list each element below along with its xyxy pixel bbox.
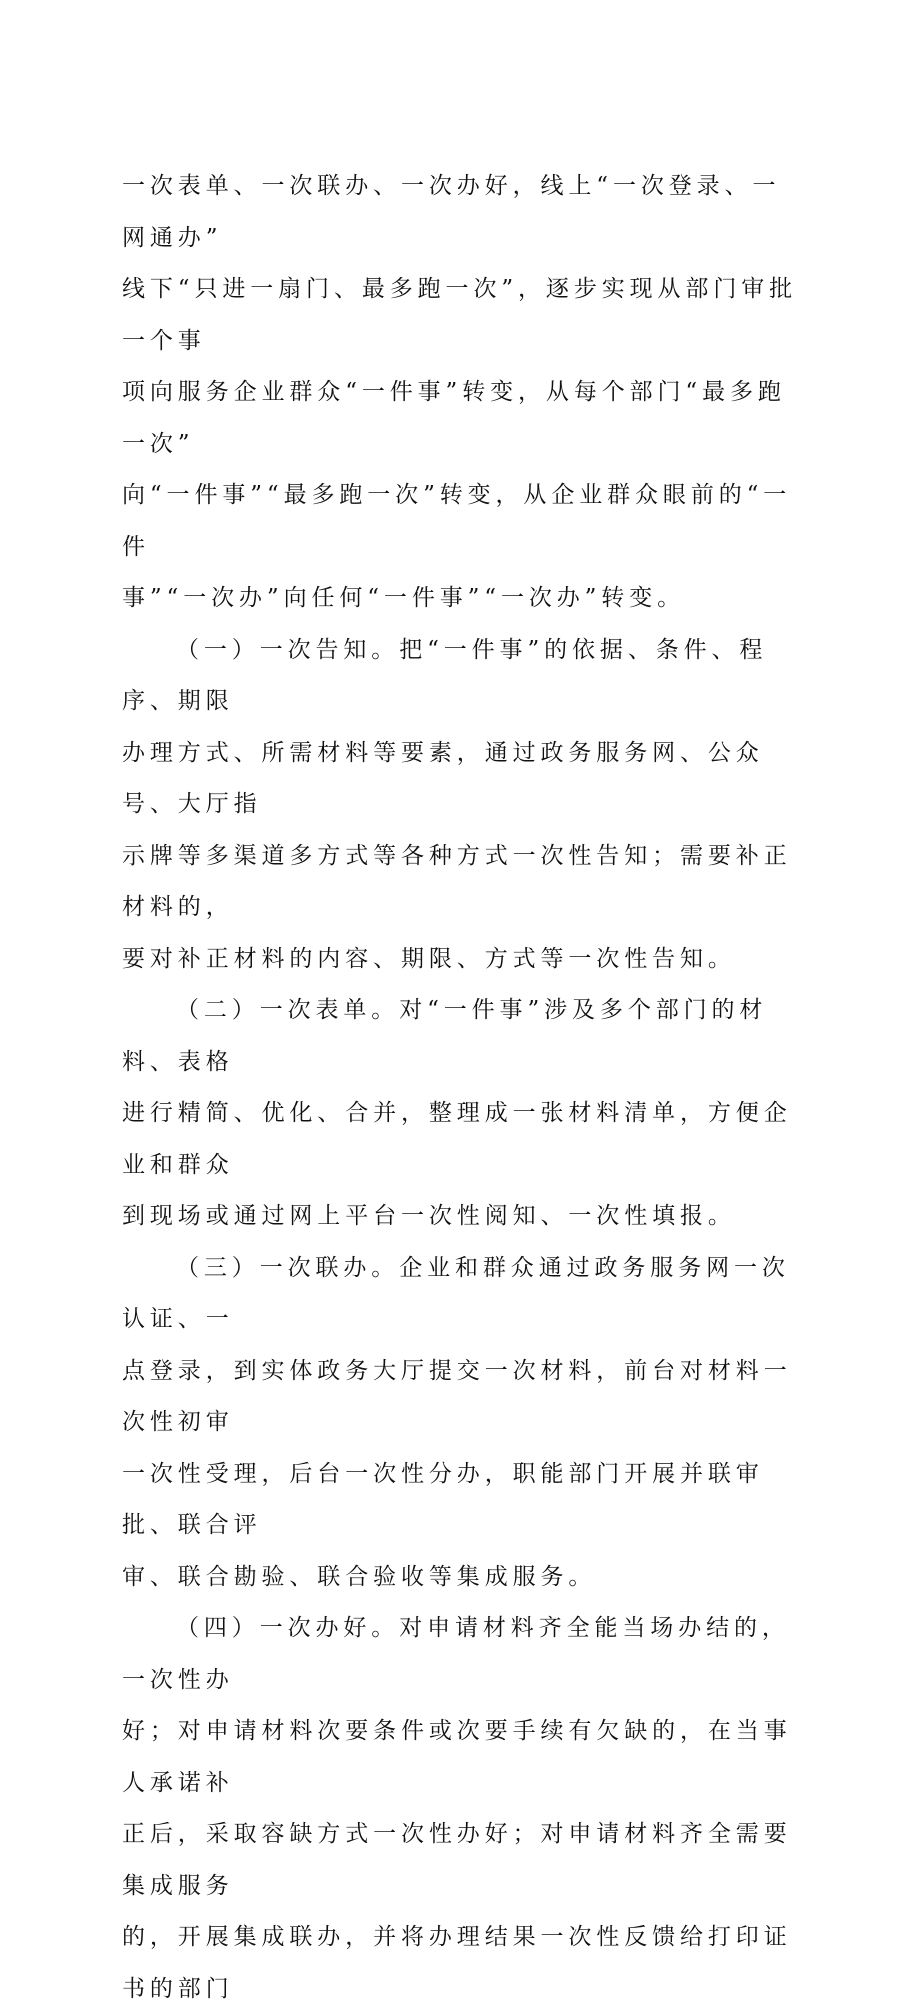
text-line: 线下“只进一扇门、最多跑一次”，逐步实现从部门审批一个事 [122, 276, 798, 354]
text-line: 办理方式、所需材料等要素，通过政务服务网、公众号、大厅指 [122, 739, 764, 817]
paragraph-one-time-notice [122, 625, 802, 986]
text-line: 的，开展集成联办，并将办理结果一次性反馈给打印证书的部门 [122, 1924, 792, 2002]
text-line: 事”“一次办”向任何“一件事”“一次办”转变。 [122, 585, 686, 611]
paragraph-joint-handling [122, 1243, 802, 1604]
text-line: 正后，采取容缺方式一次性办好；对申请材料齐全需要集成服务 [122, 1821, 792, 1899]
text-line: （一）一次告知。把“一件事”的依据、条件、程序、期限 [122, 636, 768, 714]
text-line: （四）一次办好。对申请材料齐全能当场办结的，一次性办 [122, 1615, 790, 1693]
document-body [122, 161, 802, 2015]
text-line: 项向服务企业群众“一件事”转变，从每个部门“最多跑一次” [122, 379, 786, 457]
text-line: （二）一次表单。对“一件事”涉及多个部门的材料、表格 [122, 997, 768, 1075]
text-line: 点登录，到实体政务大厅提交一次材料，前台对材料一次性初审 [122, 1357, 792, 1435]
text-line: 示牌等多渠道多方式等各种方式一次性告知；需要补正材料的， [122, 842, 792, 920]
paragraph-intro [122, 161, 802, 625]
text-line: 一次性受理，后台一次性分办，职能部门开展并联审批、联合评 [122, 1460, 764, 1538]
text-line: 向“一件事”“最多跑一次”转变，从企业群众眼前的“一件 [122, 482, 792, 560]
text-line: 好；对申请材料次要条件或次要手续有欠缺的，在当事人承诺补 [122, 1718, 792, 1796]
text-line: 要对补正材料的内容、期限、方式等一次性告知。 [122, 945, 736, 972]
paragraph-done-once [122, 1603, 802, 2015]
text-line: 审、联合勘验、联合验收等集成服务。 [122, 1563, 597, 1590]
paragraph-one-form [122, 985, 802, 1243]
text-line: （三）一次联办。企业和群众通过政务服务网一次认证、一 [122, 1254, 790, 1332]
text-line: 进行精简、优化、合并，整理成一张材料清单，方便企业和群众 [122, 1100, 792, 1178]
text-line: 到现场或通过网上平台一次性阅知、一次性填报。 [122, 1203, 736, 1229]
text-line: 一次表单、一次联办、一次办好，线上“一次登录、一网通办” [122, 173, 781, 251]
